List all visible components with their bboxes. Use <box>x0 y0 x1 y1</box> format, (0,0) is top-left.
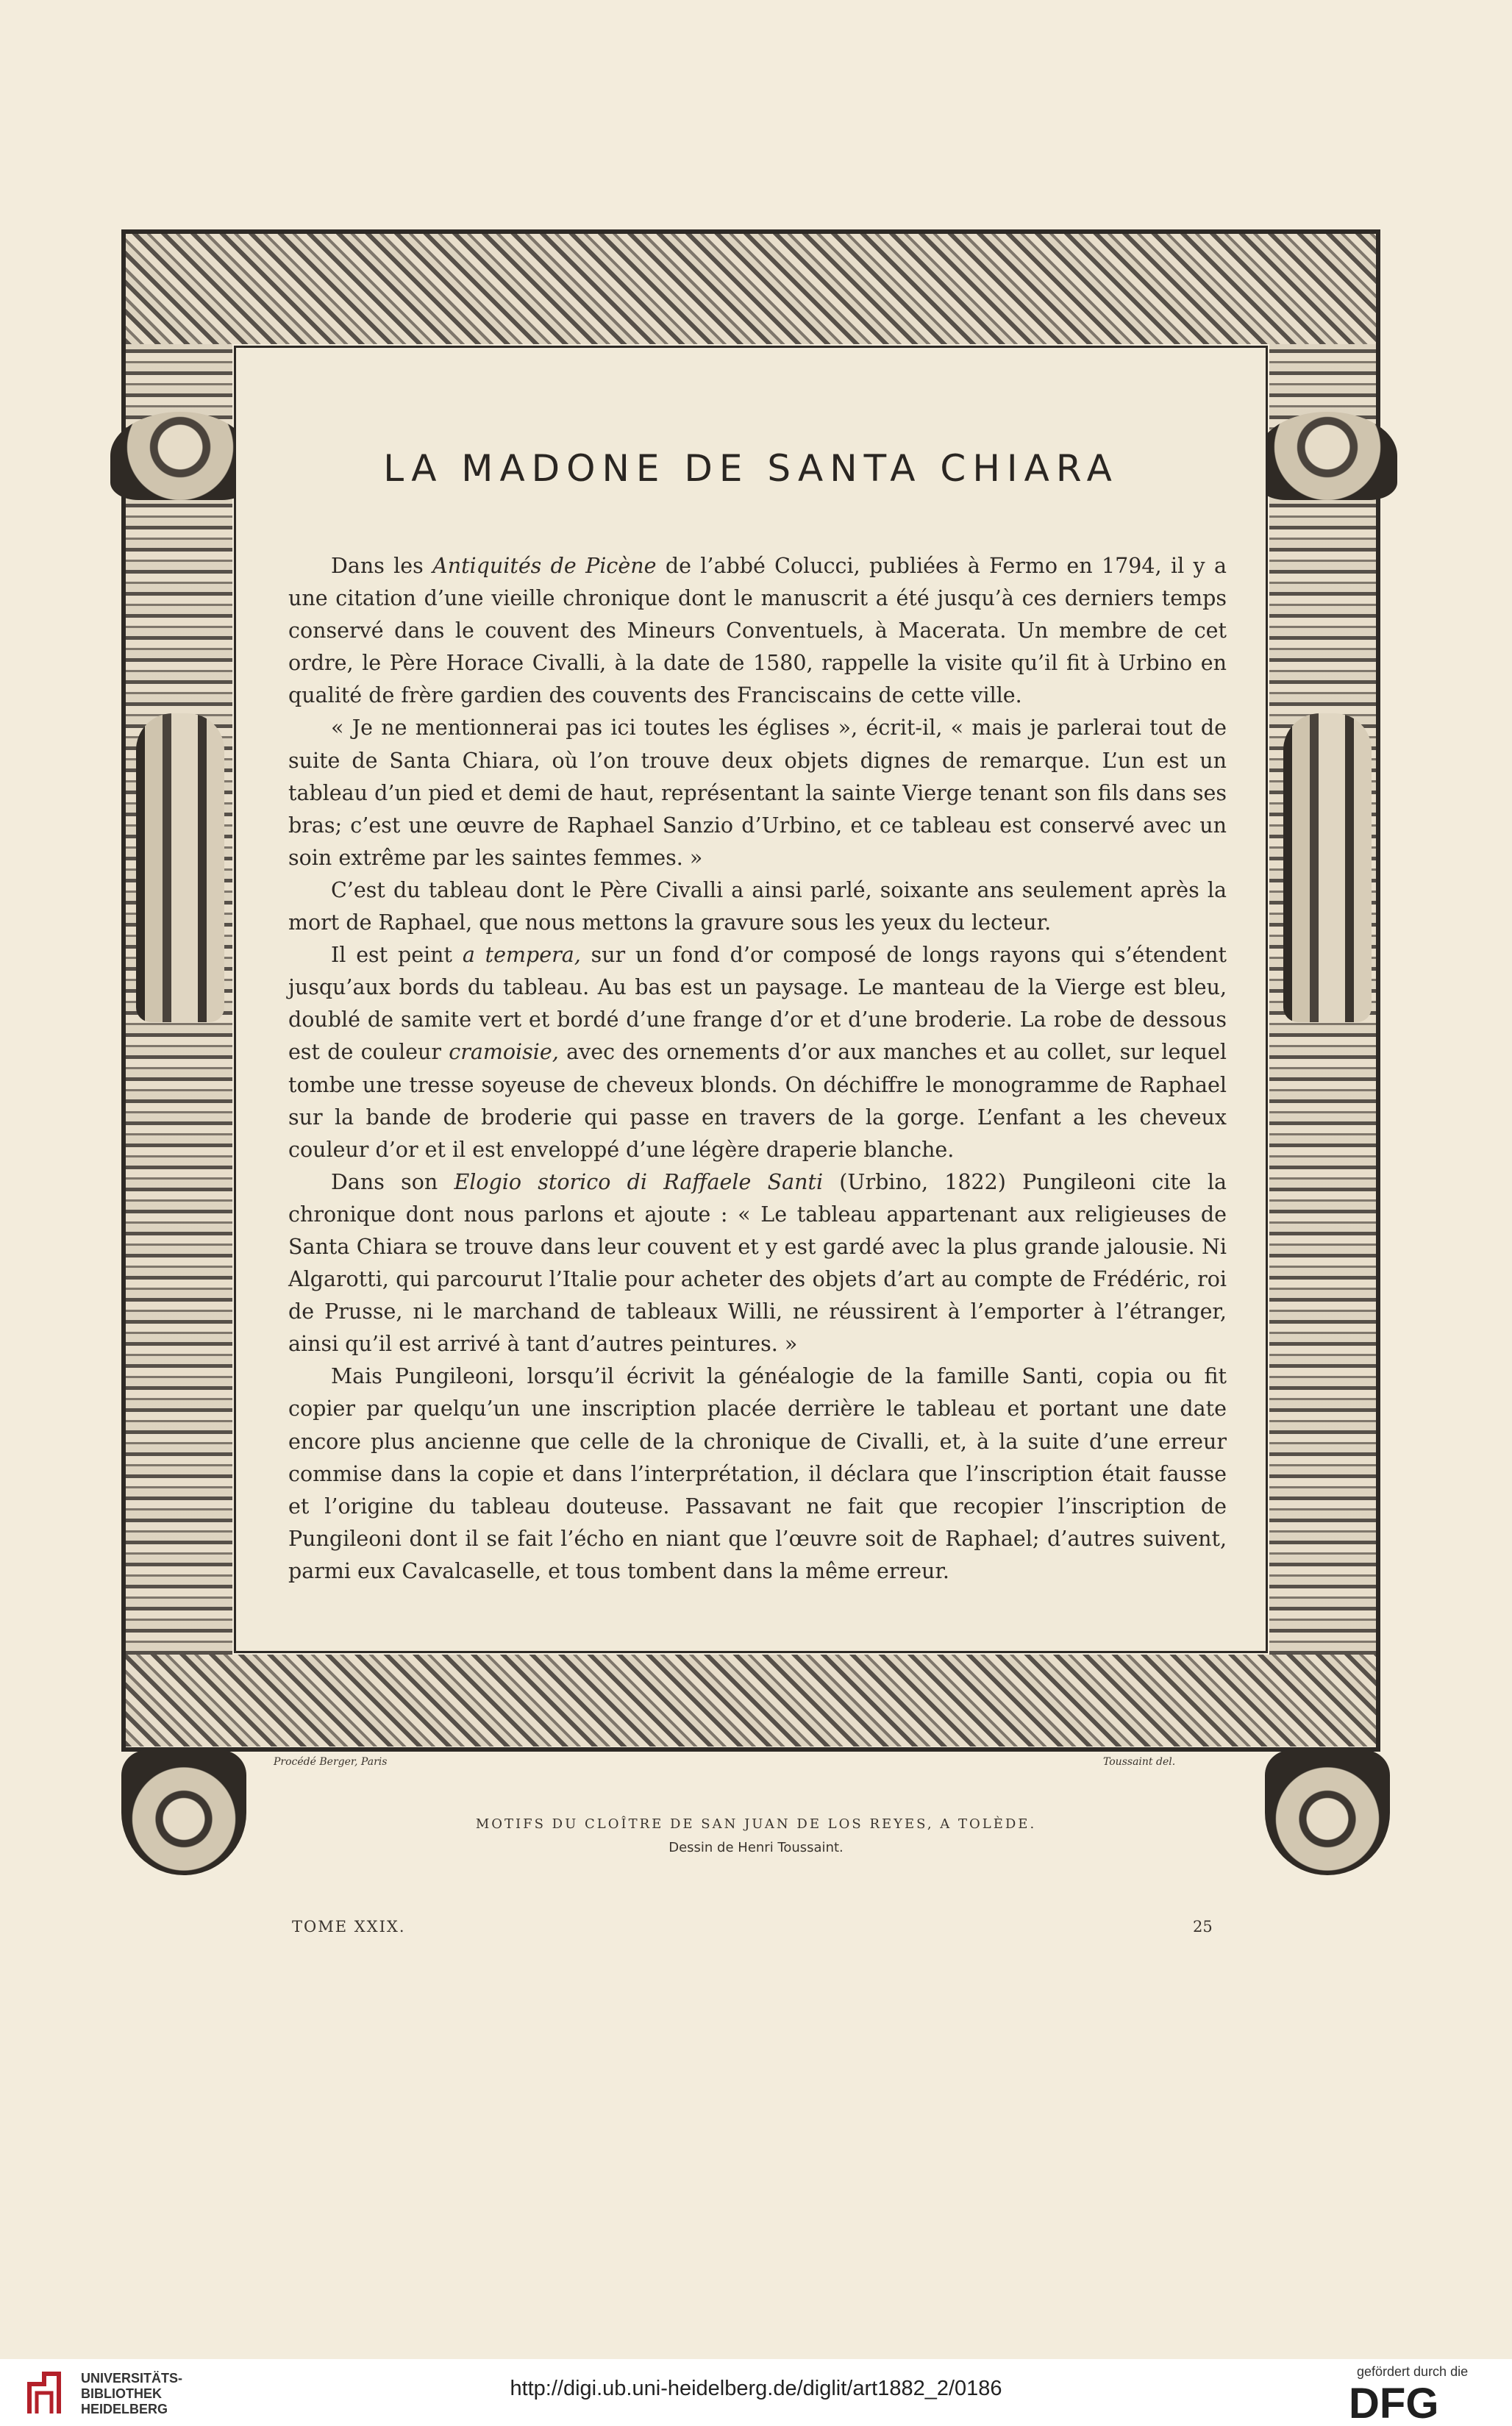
article-title: LA MADONE DE SANTA CHIARA <box>383 447 1119 490</box>
text-run: Dans les <box>331 554 433 578</box>
page-number: 25 <box>1193 1918 1213 1936</box>
article-paragraph <box>288 874 1227 939</box>
italic-title-run: a tempera, <box>462 943 581 968</box>
italic-title-run: Antiquités de Picène <box>432 554 657 578</box>
text-run: (Urbino, 1822) Pungileoni cite la chronique dont nous parlons et ajoute : « Le tableau appartenant aux religieuses de Santa Chiara se trouve dans leur couvent et y est gardé avec la plus grande jalousie. Ni Algarotti, qui parcourut l’Italie pour acheter des objets d’art au compte de Frédéric, roi de Prusse, ni le marchand de tableaux Willi, ne réussirent à l’emporter à l’étranger, ainsi qu’il est arrivé à tant d’autres peintures. » <box>288 1169 1227 1357</box>
article-paragraph <box>288 550 1227 712</box>
illustration-credit: Dessin de Henri Toussaint. <box>668 1840 844 1855</box>
illustration-caption: MOTIFS DU CLOÎTRE DE SAN JUAN DE LOS REYES, A TOLÈDE. <box>475 1816 1037 1832</box>
pillar-capital-left <box>110 412 250 500</box>
artist-signature: Toussaint del. <box>1103 1756 1176 1768</box>
statue-figure-right <box>1283 713 1372 1022</box>
permalink-url[interactable]: http://digi.ub.uni-heidelberg.de/diglit/art1882_2/0186 <box>510 2377 1002 2400</box>
text-run: C’est du tableau dont le Père Civalli a ainsi parlé, soixante ans seulement après la mort de Raphael, que nous mettons la gravure sous les yeux du lecteur. <box>288 877 1227 935</box>
article-paragraph <box>288 1166 1227 1361</box>
funding-label: gefördert durch die <box>1357 2364 1469 2379</box>
text-run: Mais Pungileoni, lorsqu’il écrivit la généalogie de la famille Santi, copia ou fit copier par quelqu’un une inscription placée derrière le tableau et portant une date encore plus ancienne que celle de la chronique de Civalli, et, à la suite d’une erreur commise dans la copie et dans l’interprétation, il déclara que l’inscription était fausse et l’origine du tableau douteuse. Passavant ne fait que recopier l’inscription de Pungileoni dont il se fait l’écho en niant que l’œuvre soit de Raphael; d’autres suivent, parmi eux Cavalcaselle, et tous tombent dans la même erreur. <box>288 1364 1227 1583</box>
text-run: sur un fond d’or composé de longs rayons qui s’étendent jusqu’aux bords du tableau. Au bas est un paysage. Le manteau de la Vierge est bleu, doublé de samite vert et bordé d’une frange d’or et d’une broderie. La robe de dessous est de couleur <box>288 943 1227 1065</box>
article-paragraph <box>288 712 1227 874</box>
statue-bishop-left <box>136 713 224 1022</box>
italic-title-run: Elogio storico di Raffaele Santi <box>454 1169 824 1194</box>
text-run: de l’abbé Colucci, publiées à Fermo en 1794, il y a une citation d’une vieille chronique dont le manuscrit a été jusqu’à ces derniers temps conservé dans le couvent des Mineurs Conventuels, à Macerata. Un membre de cet ordre, le Père Horace Civalli, à la date de 1580, rappelle la visite qu’il fit à Urbino en qualité de frère gardien des couvents des Franciscains de cette ville. <box>288 554 1227 708</box>
library-name-line: UNIVERSITÄTS- <box>81 2371 183 2386</box>
article-paragraph <box>288 1360 1227 1588</box>
text-run: avec des ornements d’or aux manches et au collet, sur lequel tombe une tresse soyeuse de cheveux blonds. On déchiffre le monogramme de Raphael sur la bande de broderie qui passe en travers de la gorge. L’enfant a les cheveux couleur d’or et il est enveloppé d’une légère draperie blanche. <box>288 1040 1227 1162</box>
italic-title-run: cramoisie, <box>449 1040 559 1065</box>
library-name-line: BIBLIOTHEK <box>81 2386 162 2401</box>
library-name-line: HEIDELBERG <box>81 2402 168 2416</box>
text-run: Dans son <box>331 1169 454 1194</box>
engraver-signature: Procédé Berger, Paris <box>274 1756 388 1768</box>
article-body <box>288 550 1227 1588</box>
volume-label: TOME XXIX. <box>292 1918 406 1936</box>
pillar-base-right <box>1265 1750 1390 1875</box>
dfg-logo[interactable] <box>1346 2380 1493 2422</box>
dfg-logo-text: DFG <box>1349 2380 1439 2422</box>
pillar-capital-right <box>1258 412 1397 500</box>
text-run: « Je ne mentionnerai pas ici toutes les églises », écrit-il, « mais je parlerai tout de suite de Santa Chiara, où l’on trouve deux objets dignes de remarque. L’un est un tableau d’un pied et demi de haut, représentant la sainte Vierge tenant son fils dans ses bras; c’est une œuvre de Raphael Sanzio d’Urbino, et ce tableau est conservé avec un soin extrême par les saintes femmes. » <box>288 716 1227 870</box>
article-paragraph <box>288 939 1227 1166</box>
text-run: Il est peint <box>331 943 463 968</box>
pillar-base-left <box>121 1750 246 1875</box>
